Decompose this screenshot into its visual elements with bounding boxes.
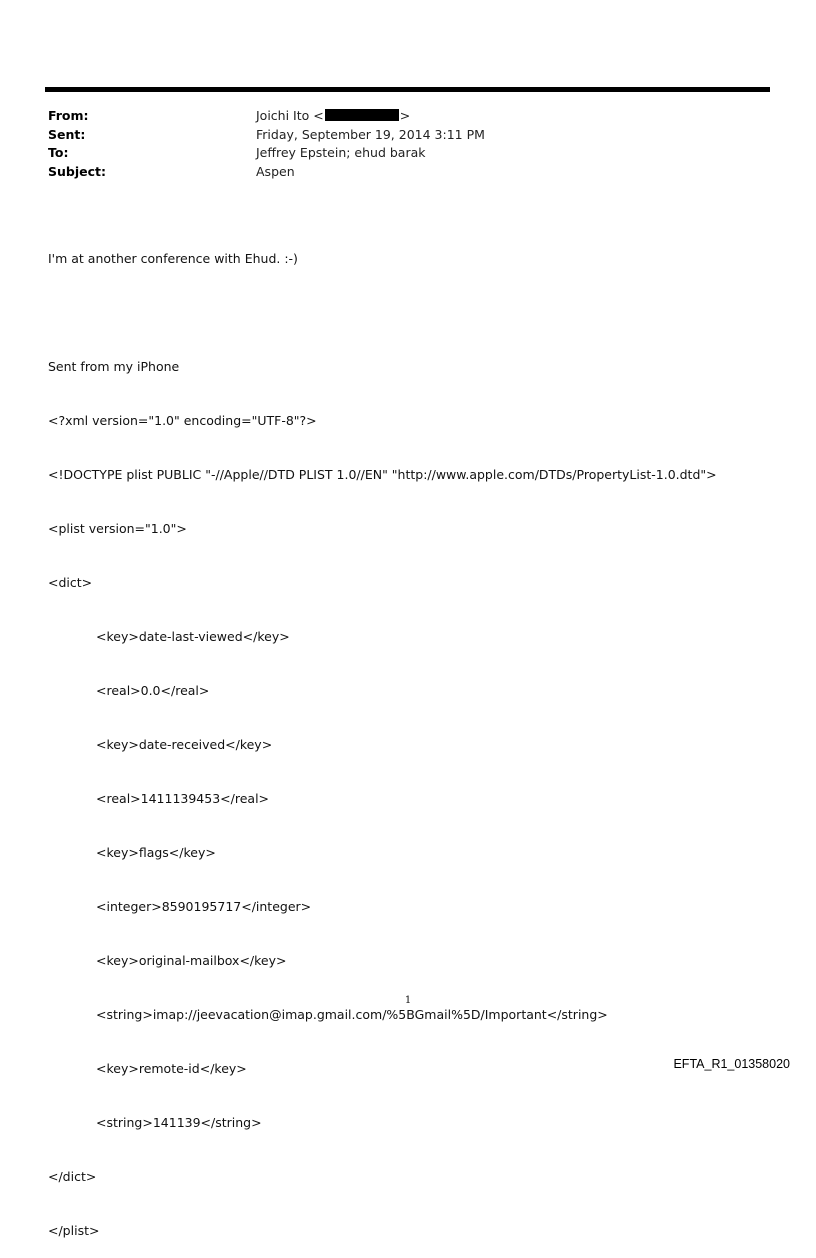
from-suffix: > [399, 108, 411, 123]
plist-line: <key>date-received</key> [96, 737, 273, 752]
document-id: EFTA_R1_01358020 [673, 1057, 790, 1071]
header-divider [45, 87, 770, 92]
signature-text: Sent from my iPhone [48, 359, 180, 374]
plist-line: <integer>8590195717</integer> [96, 899, 312, 914]
plist-line: <plist version="1.0"> [48, 521, 187, 536]
to-value: Jeffrey Epstein; ehud barak [256, 145, 426, 160]
plist-line: <key>date-last-viewed</key> [96, 629, 290, 644]
redaction-box [325, 109, 399, 121]
plist-line: </plist> [48, 1223, 100, 1238]
plist-line: <string>imap://jeevacation@imap.gmail.com/%5BGmail%5D/Important</string> [96, 1007, 608, 1022]
subject-label: Subject: [48, 163, 106, 179]
sent-label: Sent: [48, 126, 86, 142]
plist-line: <?xml version="1.0" encoding="UTF-8"?> [48, 413, 317, 428]
email-header [48, 107, 748, 181]
plist-line: </dict> [48, 1169, 97, 1184]
email-body [48, 214, 717, 1258]
from-label: From: [48, 108, 89, 123]
plist-line: <key>remote-id</key> [96, 1061, 247, 1076]
plist-line: <dict> [48, 575, 93, 590]
page-number: 1 [404, 995, 412, 1006]
subject-row [48, 163, 748, 182]
to-label: To: [48, 145, 69, 160]
plist-line: <key>original-mailbox</key> [96, 953, 287, 968]
sent-value: Friday, September 19, 2014 3:11 PM [256, 126, 485, 142]
body-spacer [48, 304, 717, 322]
plist-line: <string>141139</string> [96, 1115, 262, 1130]
from-row [48, 107, 748, 126]
plist-line: <key>flags</key> [96, 845, 216, 860]
plist-line: <!DOCTYPE plist PUBLIC "-//Apple//DTD PLIST 1.0//EN" "http://www.apple.com/DTDs/PropertyList-1.0.dtd"> [48, 467, 717, 482]
plist-line: <real>0.0</real> [96, 683, 210, 698]
sent-row [48, 126, 748, 145]
from-name: Joichi Ito < [256, 108, 324, 123]
to-row [48, 144, 748, 163]
subject-value: Aspen [256, 163, 295, 179]
plist-line: <real>1411139453</real> [96, 791, 270, 806]
message-text: I'm at another conference with Ehud. :-) [48, 251, 298, 266]
from-value [256, 107, 410, 126]
